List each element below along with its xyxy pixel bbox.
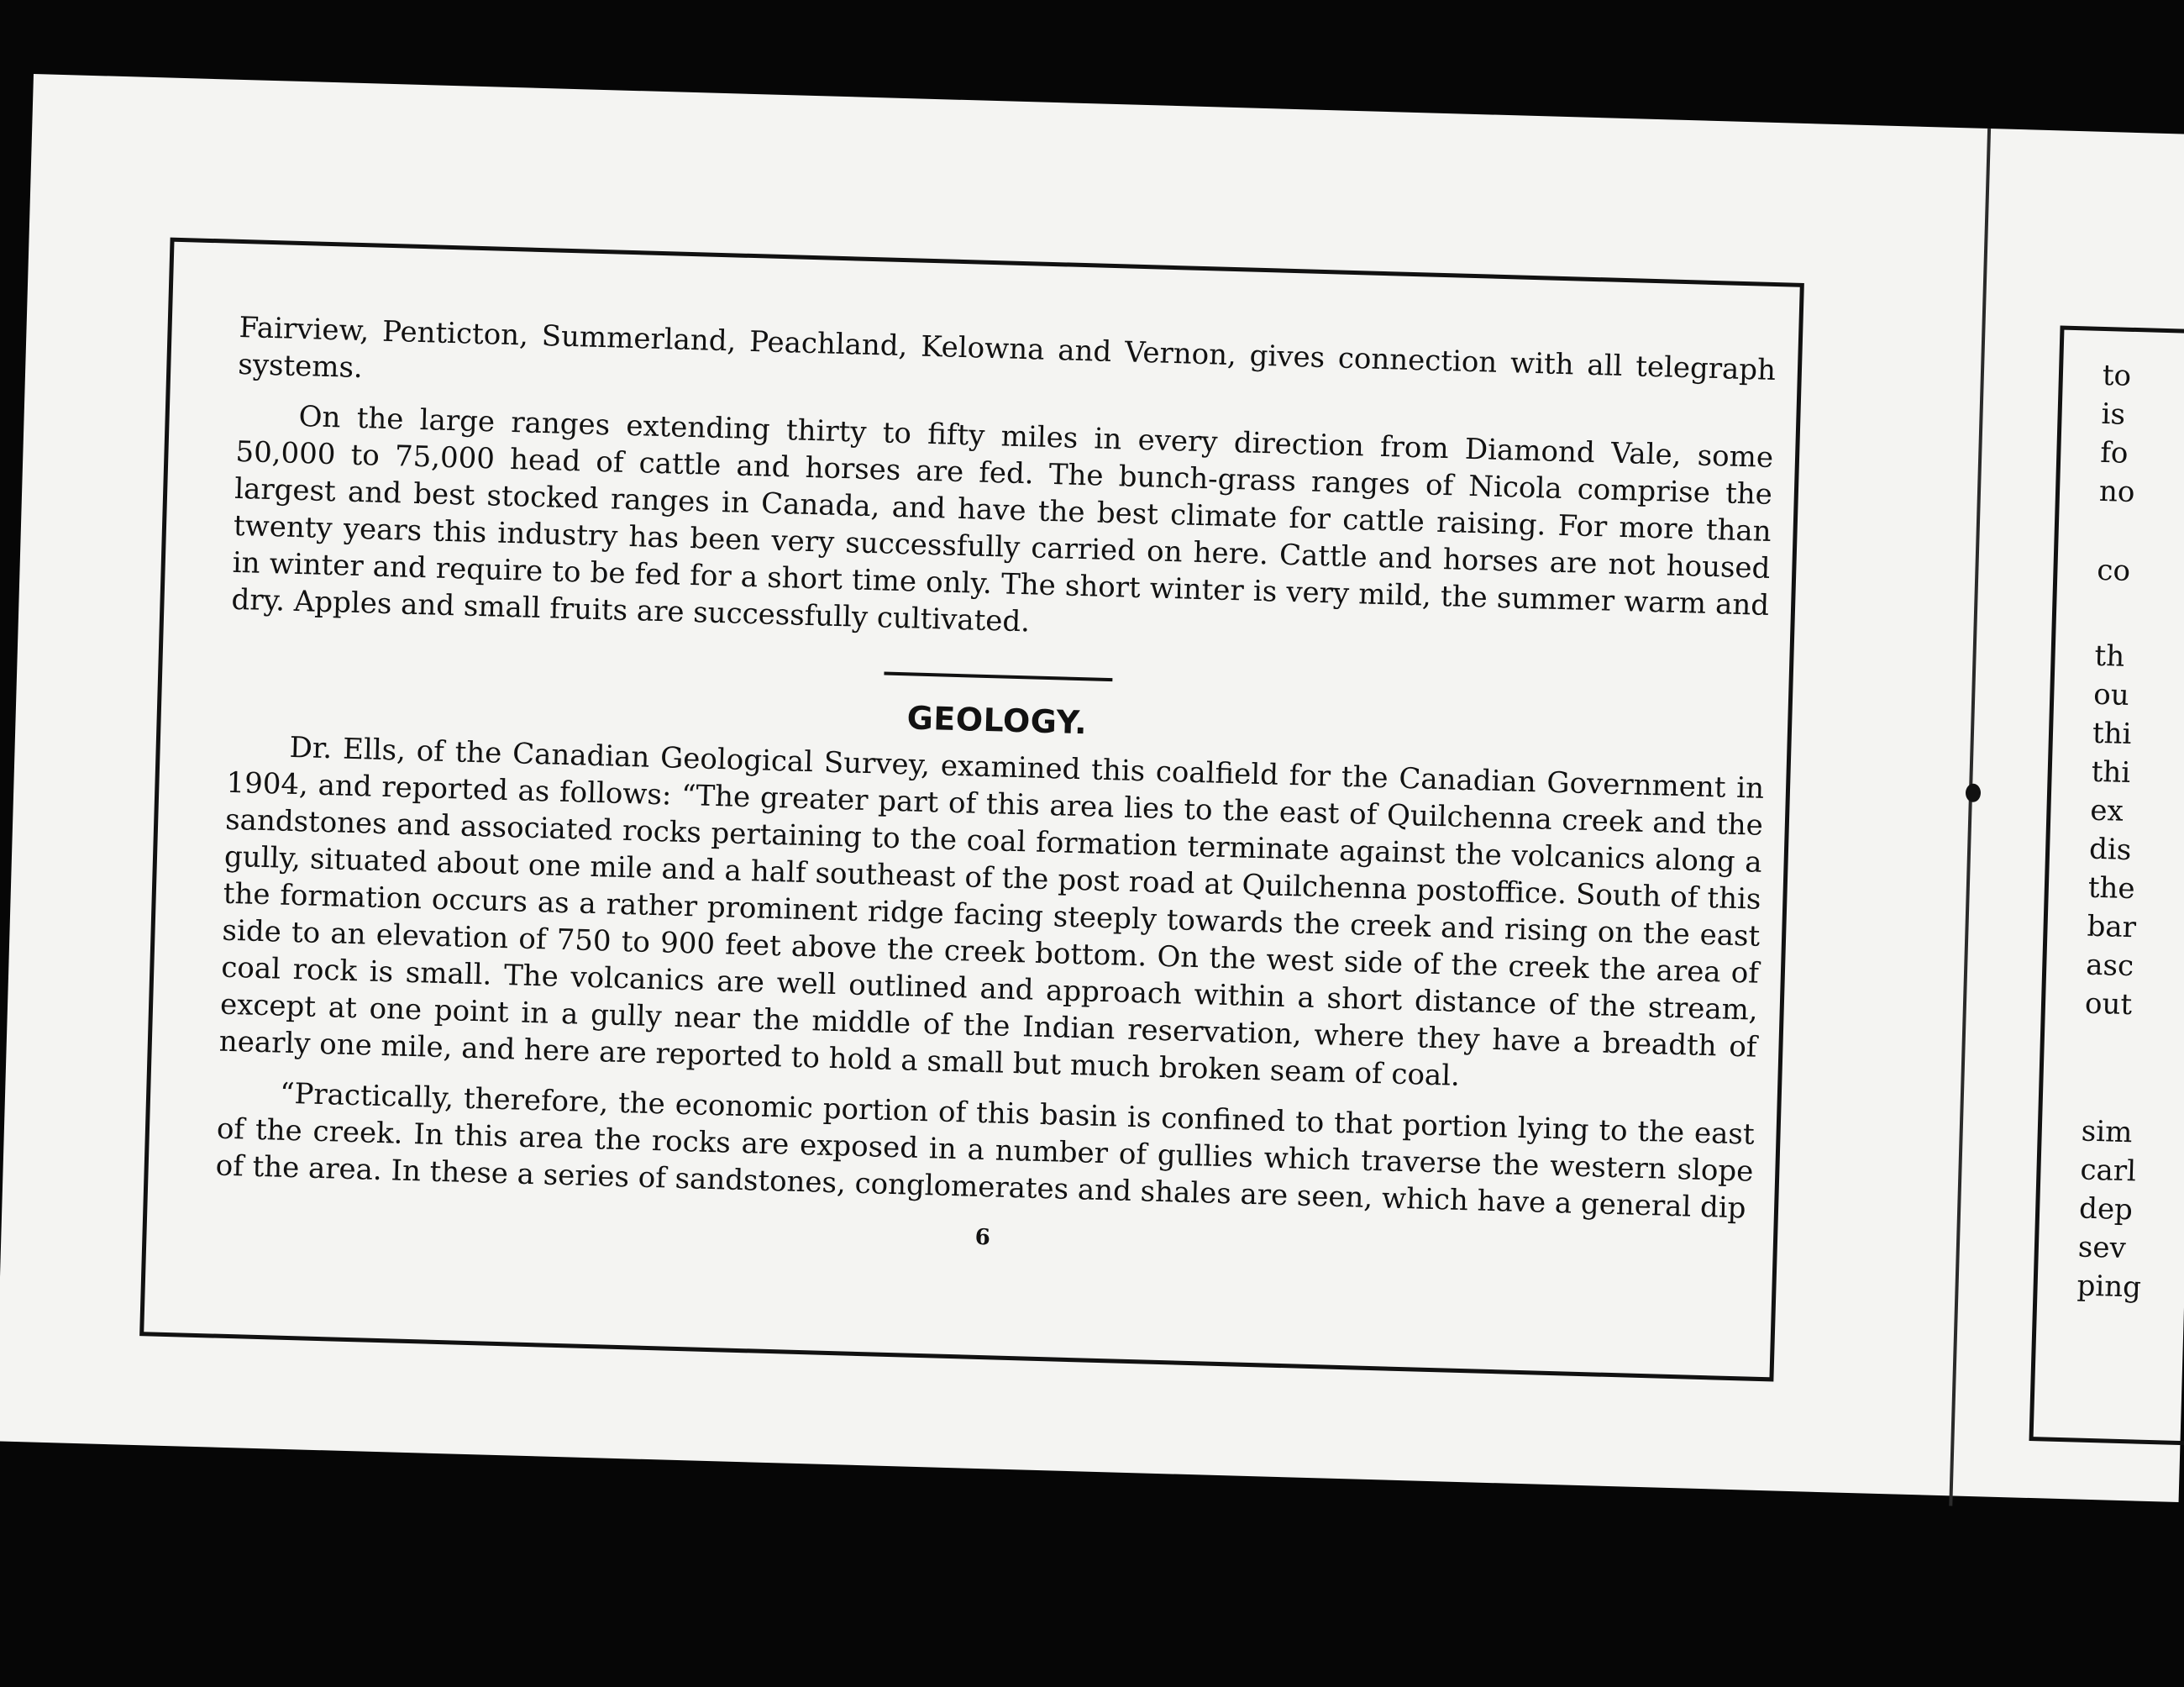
section-heading: GEOLOGY. xyxy=(906,699,1088,742)
paragraph-telegraph: Fairview, Penticton, Summerland, Peachland, Kelowna and Vernon, gives connection with all telegraph systems. xyxy=(237,310,1777,388)
fragment: dep xyxy=(2078,1191,2134,1227)
page-border xyxy=(139,238,1804,1382)
fragment: to xyxy=(2102,358,2132,393)
fragment: sev xyxy=(2077,1230,2127,1266)
fragment: ou xyxy=(2092,677,2130,712)
fragment: the xyxy=(2087,870,2136,907)
fragment: bar xyxy=(2087,909,2137,945)
page-number: 6 xyxy=(974,1224,991,1251)
fragment: ex xyxy=(2089,793,2124,828)
fragment: thi xyxy=(2091,754,2131,791)
fragment: th xyxy=(2094,639,2125,674)
fragment: carl xyxy=(2079,1153,2137,1189)
paragraph-geology-report: Dr. Ells, of the Canadian Geological Survey, examined this coalfield for the Canadian Government in 1904, and reported as follows: “The greater part of this area lies to the east of Quilchenna creek and the sandstones and associated rocks pertaining to the coal formation terminate against the volcanics along a gully, situated about one mile and a half southeast of the post road at Quilchenna postoffice. South of this the formation occurs as a rather prominent ridge facing steeply towards the creek and rising on the east side to an elevation of 750 to 900 feet above the creek bottom. On the west side of the creek the area of coal rock is small. The volcanics are well outlined and approach within a short distance of the stream, except at one point in a gully near the middle of the Indian reservation, where they have a breadth of nearly one mile, and here are reported to hold a small but much broken seam of coal. xyxy=(218,730,1765,1093)
fragment: is xyxy=(2101,397,2126,432)
page-body xyxy=(214,309,1777,1278)
fragment: no xyxy=(2098,474,2136,510)
binding-mark xyxy=(1966,784,1982,802)
page-fold xyxy=(1949,129,1991,1506)
section-divider xyxy=(884,672,1112,682)
paragraph-economic-portion: “Practically, therefore, the economic portion of this basin is confined to that portion lying to the east of the creek. In this area the rocks are exposed in a number of gullies which traverse the western slope of the area. In these a series of sandstones, conglomerates and shales are seen, which have a general dip xyxy=(215,1076,1756,1226)
scanned-sheet xyxy=(0,74,2184,1502)
fragment: ping xyxy=(2076,1269,2142,1305)
fragment: fo xyxy=(2099,435,2129,470)
paragraph-ranges: On the large ranges extending thirty to fifty miles in every direction from Diamond Vale, some 50,000 to 75,000 head of cattle and horses are fed. The bunch-grass ranges of Nicola comprise the largest and best stocked ranges in Canada, and have the best climate for cattle raising. For more than twenty years this industry has been very successfully carried on here. Cattle and horses are not housed in winter and require to be fed for a short time only. The short winter is very mild, the summer warm and dry. Apples and small fruits are successfully cultivated. xyxy=(231,399,1774,639)
fragment: thi xyxy=(2092,716,2133,752)
fragment: sim xyxy=(2081,1114,2133,1150)
fragment: out xyxy=(2084,986,2133,1022)
fragment: dis xyxy=(2088,832,2132,868)
fragment: co xyxy=(2096,553,2131,588)
fragment: asc xyxy=(2085,948,2134,984)
